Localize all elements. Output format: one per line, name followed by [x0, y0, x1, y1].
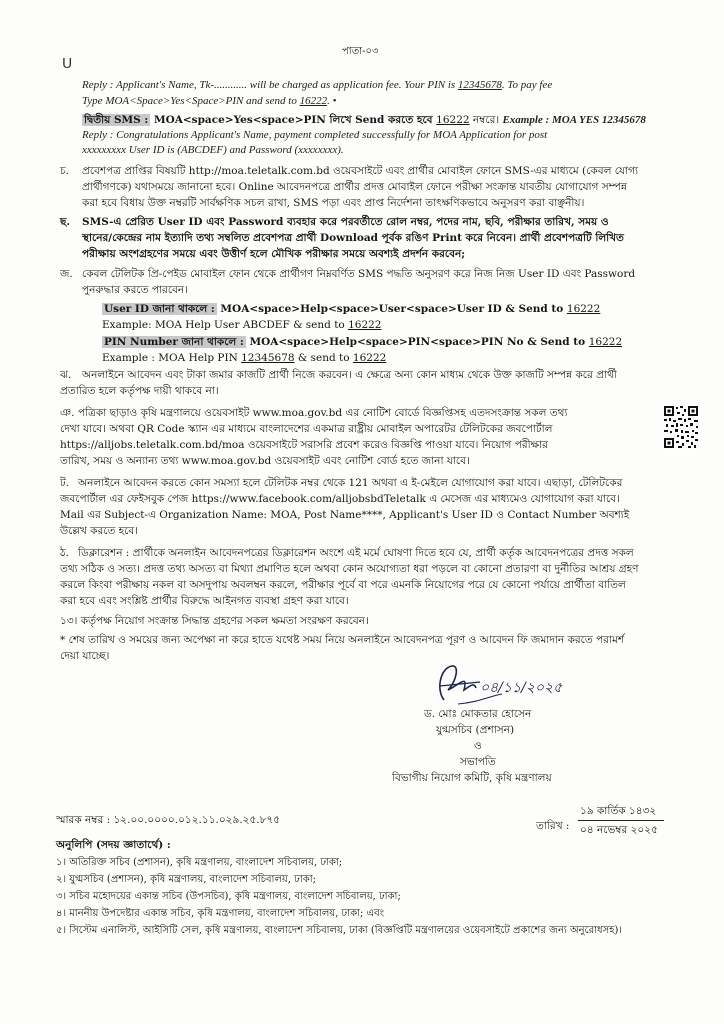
paragraph-line: অনলাইনে আবেদন করতে কোন সমস্যা হলে টেলিটক নম্বর থেকে 121 অথবা এ ই-মেইলে যোগাযোগ করা যাবে। এছাড়া, টেলিটকের [78, 477, 623, 489]
signatory-role: সভাপতি [460, 756, 496, 768]
conjunction: ও [474, 740, 482, 752]
paragraph-line: কেবল টেলিটক প্রি-পেইড মোবাইল ফোন থেকে প্রার্থীগণ নিম্নবর্ণিত SMS পদ্ধতি অনুসরণ করে নিজ নিজ User ID এবং Password [82, 268, 636, 280]
paragraph-line: প্রতারিত হলে কর্তৃপক্ষ দায়ী থাকবে না। [60, 385, 219, 397]
paragraph-line: উল্লেখ করতে হবে। [60, 525, 138, 537]
reply-line-2: Type MOA<Space>Yes<Space>PIN and send to 16222. • [82, 95, 337, 107]
page-number: পাতা-০৩ [342, 46, 379, 57]
pin-example: Example : MOA Help PIN 12345678 & send to 16222 [102, 352, 387, 364]
userid-example: Example: MOA Help User ABCDEF & send to 16222 [102, 319, 382, 331]
paragraph-line: তথ্য সঠিক ও সত্য। প্রদত্ত তথ্য অসত্য বা মিথ্যা প্রমাণিত হলে অথবা কোন অযোগ্যতা ধরা পড়লে বা কোনো প্রতারণা বা দুর্নীতির আশ্রয় গ্রহণ [60, 563, 639, 575]
paragraph-line: জবপোর্টাল এর ফেইসবুক পেজ https://www.facebook.com/alljobsbdTeletalk এ মেসেজ এর মাধ্যমেও যোগাযোগ করা যাবে। [60, 493, 620, 505]
reply-line-4: xxxxxxxxx User ID is (ABCDEF) and Password (xxxxxxxx). [82, 144, 344, 156]
paragraph-line: https://alljobs.teletalk.com.bd/moa ওয়েবসাইটে সরাসরি প্রবেশ করেও বিজ্ঞপ্তি পাওয়া যাবে। নিয়োগ পরীক্ষার [60, 439, 548, 451]
paragraph-line: প্রবেশপত্র প্রাপ্তির বিষয়টি http://moa.teletalk.com.bd ওয়েবসাইটে এবং প্রার্থীর মোবাইল ফোনে SMS-এর মাধ্যমে (কেবল যোগ্য [82, 165, 639, 177]
paragraph-line: দেখা যাবে। অথবা QR Code স্ক্যান এর মাধ্যমে বাংলাদেশের একমাত্র রাষ্ট্রীয় মোবাইল অপারেটর টেলিটকের জবপোর্টাল [60, 423, 553, 435]
advice-note-line: * শেষ তারিখ ও সময়ের জন্য অপেক্ষা না করে হাতে যথেষ্ট সময় নিয়ে অনলাইনে আবেদনপত্র পূরণ ও আবেদন ফি জমাদান করতে পরামর্শ [60, 634, 625, 646]
second-sms-line: দ্বিতীয় SMS : MOA<space>Yes<space>PIN লিখে Send করতে হবে 16222 নম্বরে। Example : MOA YES 12345678 [84, 114, 646, 126]
item-13: ১৩। কর্তৃপক্ষ নিয়োগ সংক্রান্ত সিদ্ধান্ত গ্রহণের সকল ক্ষমতা সংরক্ষণ করবেন। [60, 615, 369, 627]
section-marker: ট. [60, 477, 70, 489]
paragraph-line: ডিক্লারেশন : প্রার্থীকে অনলাইন আবেদনপত্রের ডিক্লারেশন অংশে এই মর্মে ঘোষণা দিতে হবে যে, প্রার্থী কর্তৃক আবেদনপত্রের প্রদত্ত সকল [78, 547, 634, 559]
paragraph-line: তারিখ, সময় ও অন্যান্য তথ্য www.moa.gov.bd ওয়েবসাইট এবং নোটিশ বোর্ড হতে জানা যাবে। [60, 455, 470, 467]
paragraph-line: করা হবে এবং সংশ্লিষ্ট প্রার্থীর বিরুদ্ধে আইনগত ব্যবস্থা গ্রহণ করা যাবে। [60, 595, 349, 607]
signatory-designation: যুগ্মসচিব (প্রশাসন) [436, 724, 515, 736]
paragraph-line: স্থানের/কেন্দ্রের নাম ইত্যাদি তথ্য সম্বলিত প্রবেশপত্র প্রার্থী Download পূর্বক রঙিণ Print করে নিবেন। প্রার্থী প্রবেশপত্রটি লিখিত [82, 232, 624, 244]
date-label: তারিখ : [536, 820, 570, 832]
section-marker: চ. [60, 165, 70, 177]
copy-recipient: ১। অতিরিক্ত সচিব (প্রশাসন), কৃষি মন্ত্রণালয়, বাংলাদেশ সচিবালয়, ঢাকা; [56, 857, 343, 868]
signatory-name: ড. মোঃ মোকতার হোসেন [424, 708, 532, 720]
copy-recipient: ২। যুগ্মসচিব (প্রশাসন), কৃষি মন্ত্রণালয়, বাংলাদেশ সচিবালয়, ঢাকা; [56, 874, 316, 885]
paragraph-line: করা হবে বিধায় উক্ত নম্বরটি সার্বক্ষণিক সচল রাখা, SMS পড়া এবং প্রাপ্ত নির্দেশনা তাৎক্ষণিকভাবে অনুসরণ করা বাঞ্ছনীয়। [82, 197, 585, 209]
qr-code[interactable] [663, 405, 699, 449]
paragraph-line: Mail এর Subject-এ Organization Name: MOA, Post Name****, Applicant's User ID ও Contact Number অবশ্যই [60, 509, 630, 521]
copies-title: অনুলিপি (সদয় জ্ঞাতার্থে) : [56, 839, 171, 851]
paragraph-line: পত্রিকা ছাড়াও কৃষি মন্ত্রণালয়ে ওয়েবসাইট www.moa.gov.bd এর নোটিশ বোর্ডে বিজ্ঞপ্তিসহ এতদসংক্রান্ত সকল তথ্য [78, 407, 568, 419]
memo-number: স্মারক নম্বর : ১২.০০.০০০০.০১২.১১.০২৯.২৫.৮৭৫ [56, 814, 281, 826]
paragraph-line: করলে কিংবা পরীক্ষায় নকল বা অসদুপায় অবলম্বন করলে, পরীক্ষার পূর্বে বা পরে এমনকি নিয়োগের পরে যে কোনো পর্যায়ে প্রার্থীতা বাতিল [60, 579, 626, 591]
section-marker: ছ. [60, 216, 71, 228]
section-marker: ঝ. [60, 369, 72, 381]
pin-sms-command: PIN Number জানা থাকলে : MOA<space>Help<space>PIN<space>PIN No & Send to 16222 [104, 336, 623, 348]
reply-line-1: Reply : Applicant's Name, Tk-............ will be charged as application fee. Your PIN is 12345678. To pay fee [82, 79, 553, 91]
section-marker: ঞ. [60, 407, 75, 419]
copy-recipient: ৪। মাননীয় উপদেষ্টার একান্ত সচিব, কৃষি মন্ত্রণালয়, বাংলাদেশ সচিবালয়, ঢাকা; এবং [56, 908, 385, 919]
copy-recipient: ৩। সচিব মহোদয়ের একান্ত সচিব (উপসচিব), কৃষি মন্ত্রণালয়, বাংলাদেশ সচিবালয়, ঢাকা; [56, 891, 401, 902]
paragraph-line: SMS-এ প্রেরিত User ID এবং Password ব্যবহার করে পরবর্তীতে রোল নম্বর, পদের নাম, ছবি, পরীক্ষার তারিখ, সময় ও [82, 216, 609, 228]
signatory-committee: বিভাগীয় নিয়োগ কমিটি, কৃষি মন্ত্রণালয় [392, 772, 552, 784]
copy-recipient: ৫। সিস্টেম এনালিস্ট, আইসিটি সেল, কৃষি মন্ত্রণালয়, বাংলাদেশ সচিবালয়, ঢাকা (বিজ্ঞপ্তিটি মন্ত্রণালয়ের ওয়েবসাইটে প্রকাশের জন্য অনুরোধসহ)। [56, 925, 622, 936]
paragraph-line: প্রার্থীগণকে) যথাসময়ে জানানো হবে। Online আবেদনপত্রে প্রার্থীর প্রদত্ত মোবাইল ফোনে পরীক্ষা সংক্রান্ত যাবতীয় যোগাযোগ সম্পন্ন [82, 181, 627, 193]
paragraph-line: পরীক্ষায় অংশগ্রহণের সময়ে এবং উত্তীর্ণ হলে মৌখিক পরীক্ষার সময়ে অবশ্যই প্রদর্শন করবেন; [82, 248, 466, 260]
section-marker: ঠ. [60, 547, 69, 559]
advice-note-line: দেয়া যাচ্ছে। [60, 650, 110, 662]
date-bengali-calendar: ১৯ কার্তিক ১৪৩২ [580, 805, 657, 817]
section-marker: জ. [60, 268, 73, 280]
handwritten-date: ০৪/১১/২০২৫ [480, 680, 563, 696]
punch-mark: ᑌ [62, 56, 73, 72]
paragraph-line: পুনরুদ্ধার করতে পারবেন। [82, 284, 188, 296]
date-divider [578, 820, 664, 821]
reply-line-3: Reply : Congratulations Applicant's Name, payment completed successfully for MOA Application for post [82, 129, 548, 141]
date-gregorian: ০৪ নভেম্বর ২০২৫ [580, 824, 658, 836]
userid-sms-command: User ID জানা থাকলে : MOA<space>Help<space>User<space>User ID & Send to 16222 [104, 303, 601, 315]
paragraph-line: অনলাইনে আবেদন এবং টাকা জমার কাজটি প্রার্থী নিজে করবেন। এ ক্ষেত্রে অন্য কোন মাধ্যম থেকে উক্ত কাজটি সম্পন্ন করে প্রার্থী [82, 369, 617, 381]
